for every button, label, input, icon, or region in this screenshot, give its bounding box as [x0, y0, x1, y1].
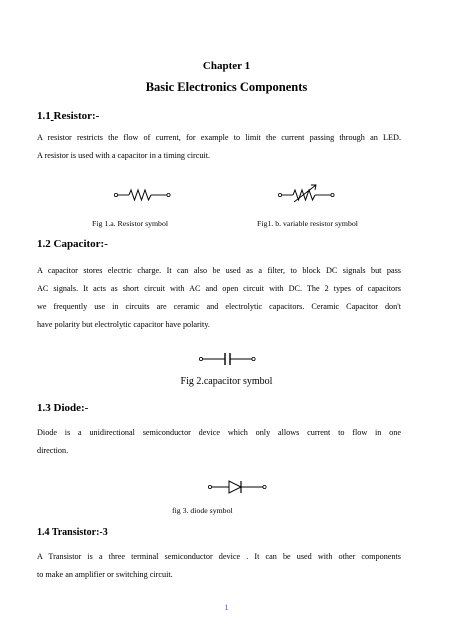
page-title: Basic Electronics Components [145, 80, 308, 94]
resistor-paragraph [37, 129, 401, 165]
paragraph-line: A resistor restricts the flow of current, for example to limit the current passing through an LED. [37, 133, 401, 142]
paragraph-line: Diode is a unidirectional semiconductor device which only allows current to flow in one [37, 428, 401, 437]
transistor-paragraph [37, 548, 401, 584]
variable-resistor-symbol [277, 181, 337, 205]
paragraph-line: have polarity but electrolytic capacitor have polarity. [37, 320, 210, 329]
section-heading-diode: 1.3 Diode:- [37, 402, 89, 414]
paragraph-line: A capacitor stores electric charge. It can also be used as a filter, to block DC signals but pass [37, 266, 401, 275]
paragraph-line: we frequently use in circuits are ceramic and electrolytic capacitors. Ceramic Capacitor don't [37, 302, 401, 311]
section-heading-resistor [37, 110, 99, 122]
section-heading-capacitor: 1.2 Capacitor:- [37, 238, 108, 250]
section-title: Resistor:- [53, 110, 100, 122]
capacitor-symbol [198, 351, 258, 367]
resistor-symbol [113, 187, 173, 203]
capacitor-paragraph [37, 262, 401, 334]
diode-symbol [207, 478, 269, 496]
figure-caption-resistor: Fig 1.a. Resistor symbol [92, 219, 169, 228]
section-heading-transistor: 1.4 Transistor:-3 [37, 527, 108, 538]
page-number: 1 [224, 603, 229, 612]
figure-caption-variable-resistor: Fig1. b. variable resistor symbol [257, 219, 358, 228]
paragraph-line: direction. [37, 446, 69, 455]
paragraph-line: A resistor is used with a capacitor in a timing circuit. [37, 151, 211, 160]
section-number: 1.1 [37, 110, 51, 122]
paragraph-line: AC signals. It acts as short circuit with AC and open circuit with DC. The 2 types of capacitors [37, 284, 401, 293]
figure-caption-capacitor: Fig 2.capacitor symbol [180, 376, 273, 387]
diode-paragraph [37, 424, 401, 460]
chapter-label: Chapter 1 [202, 60, 251, 72]
paragraph-line: to make an amplifier or switching circuit. [37, 570, 173, 579]
paragraph-line: A Transistor is a three terminal semiconductor device . It can be used with other components [37, 552, 401, 561]
figure-caption-diode: fig 3. diode symbol [172, 506, 233, 515]
